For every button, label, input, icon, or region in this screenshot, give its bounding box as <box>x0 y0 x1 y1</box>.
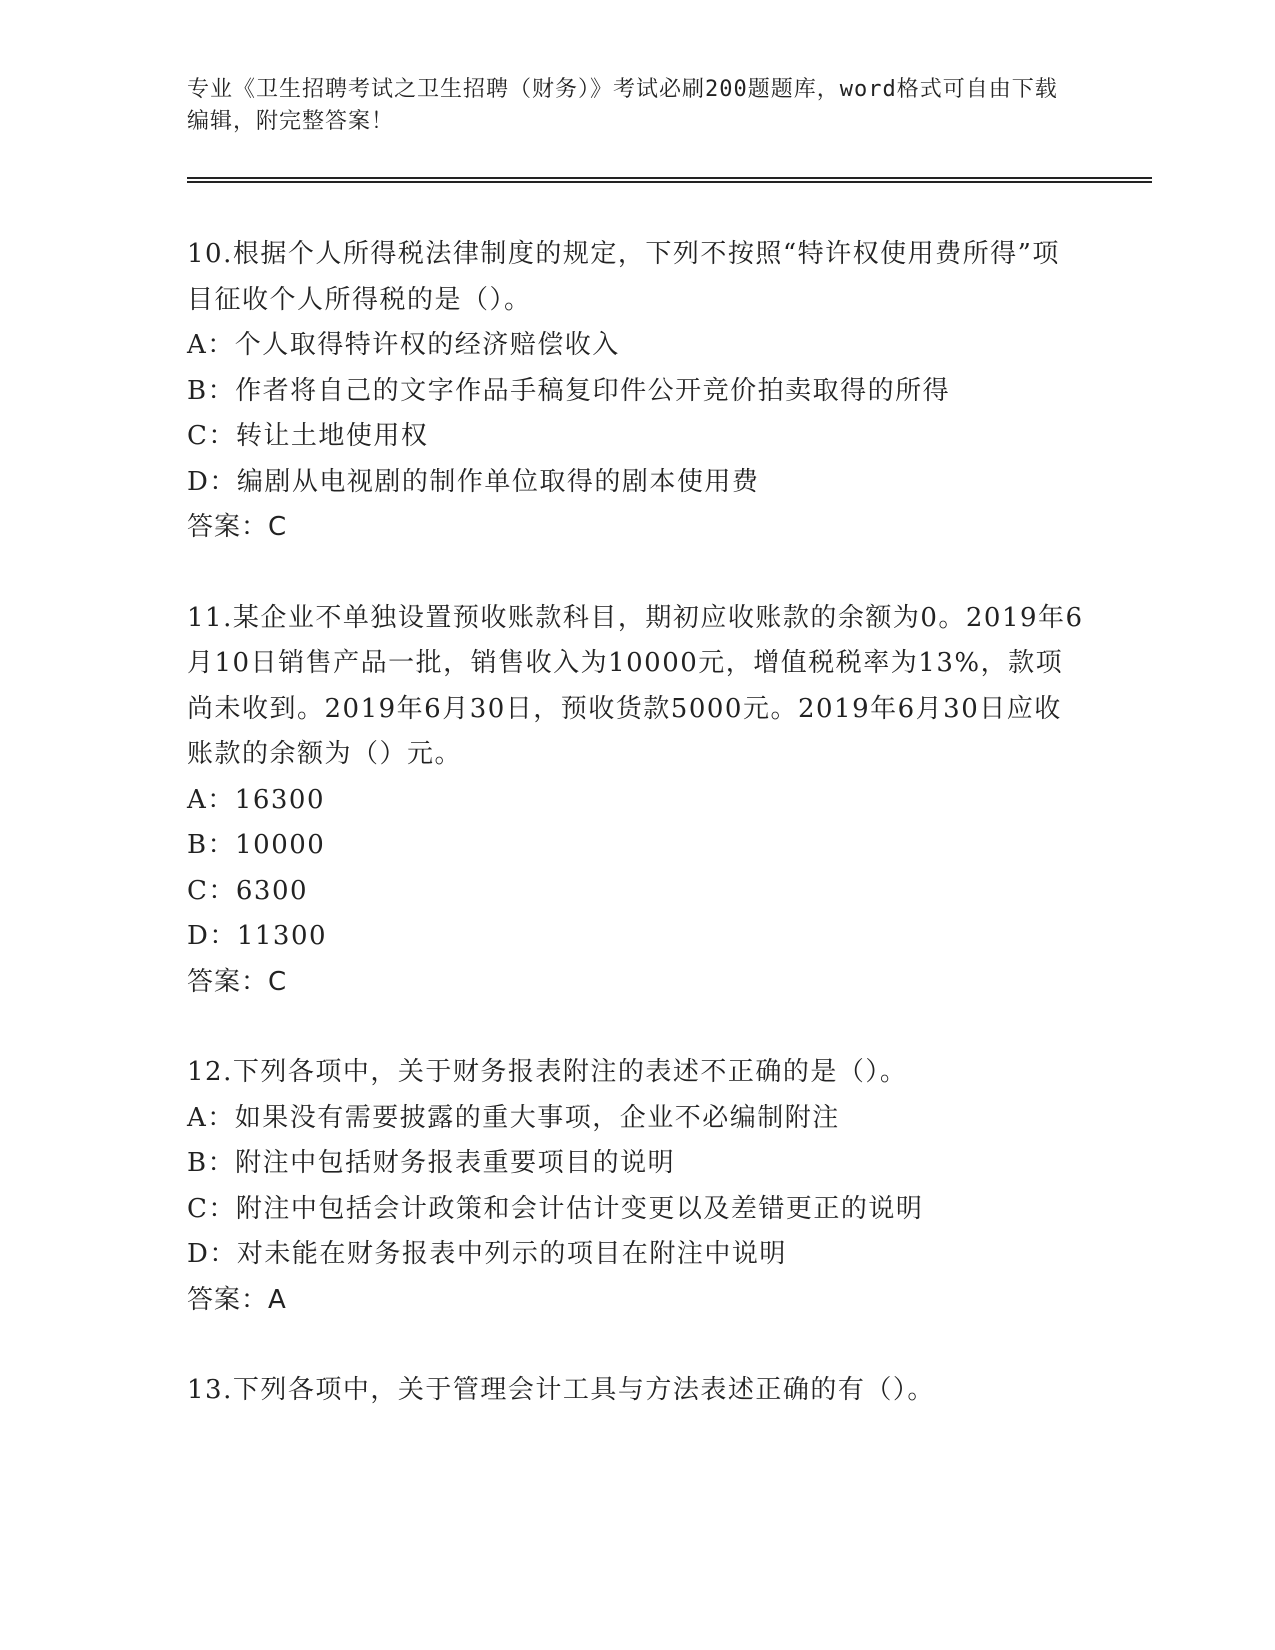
option-d: D：对未能在财务报表中列示的项目在附注中说明 <box>187 1239 787 1269</box>
answer: 答案：C <box>187 966 288 997</box>
answer: 答案：A <box>187 1284 287 1315</box>
option-b: B：作者将自己的文字作品手稿复印件公开竞价拍卖取得的所得 <box>187 375 951 406</box>
header-divider <box>187 177 1152 183</box>
question-12 <box>187 1050 1087 1323</box>
question-text: 11.某企业不单独设置预收账款科目，期初应收账款的余额为0。2019年6月10日销售产品一批，销售收入为10000元，增值税税率为13%，款项尚未收到。2019年6月30日，预收货款5000元。2019年6月30日应收账款的余额为（）元。 <box>187 602 1084 769</box>
question-list <box>187 232 1087 1459</box>
option-d: D：编剧从电视剧的制作单位取得的剧本使用费 <box>187 466 760 497</box>
question-10 <box>187 232 1087 551</box>
option-d: D：11300 <box>187 921 328 951</box>
question-13 <box>187 1368 1087 1414</box>
option-c: C：6300 <box>187 875 309 906</box>
option-a: A：16300 <box>187 784 325 815</box>
answer: 答案：C <box>187 512 288 542</box>
document-header: 专业《卫生招聘考试之卫生招聘（财务）》考试必刷200题题库，word格式可自由下载编辑，附完整答案！ <box>187 77 1058 134</box>
question-text: 10.根据个人所得税法律制度的规定，下列不按照“特许权使用费所得”项目征收个人所得税的是（）。 <box>187 239 1060 315</box>
question-11 <box>187 596 1087 1006</box>
question-text: 13.下列各项中，关于管理会计工具与方法表述正确的有（）。 <box>187 1375 935 1405</box>
question-text: 12.下列各项中，关于财务报表附注的表述不正确的是（）。 <box>187 1057 908 1087</box>
option-b: B：附注中包括财务报表重要项目的说明 <box>187 1148 676 1178</box>
option-c: C：附注中包括会计政策和会计估计变更以及差错更正的说明 <box>187 1193 924 1224</box>
option-a: A：个人取得特许权的经济赔偿收入 <box>187 330 620 360</box>
option-b: B：10000 <box>187 830 326 860</box>
option-c: C：转让土地使用权 <box>187 421 429 451</box>
option-a: A：如果没有需要披露的重大事项，企业不必编制附注 <box>187 1102 840 1133</box>
